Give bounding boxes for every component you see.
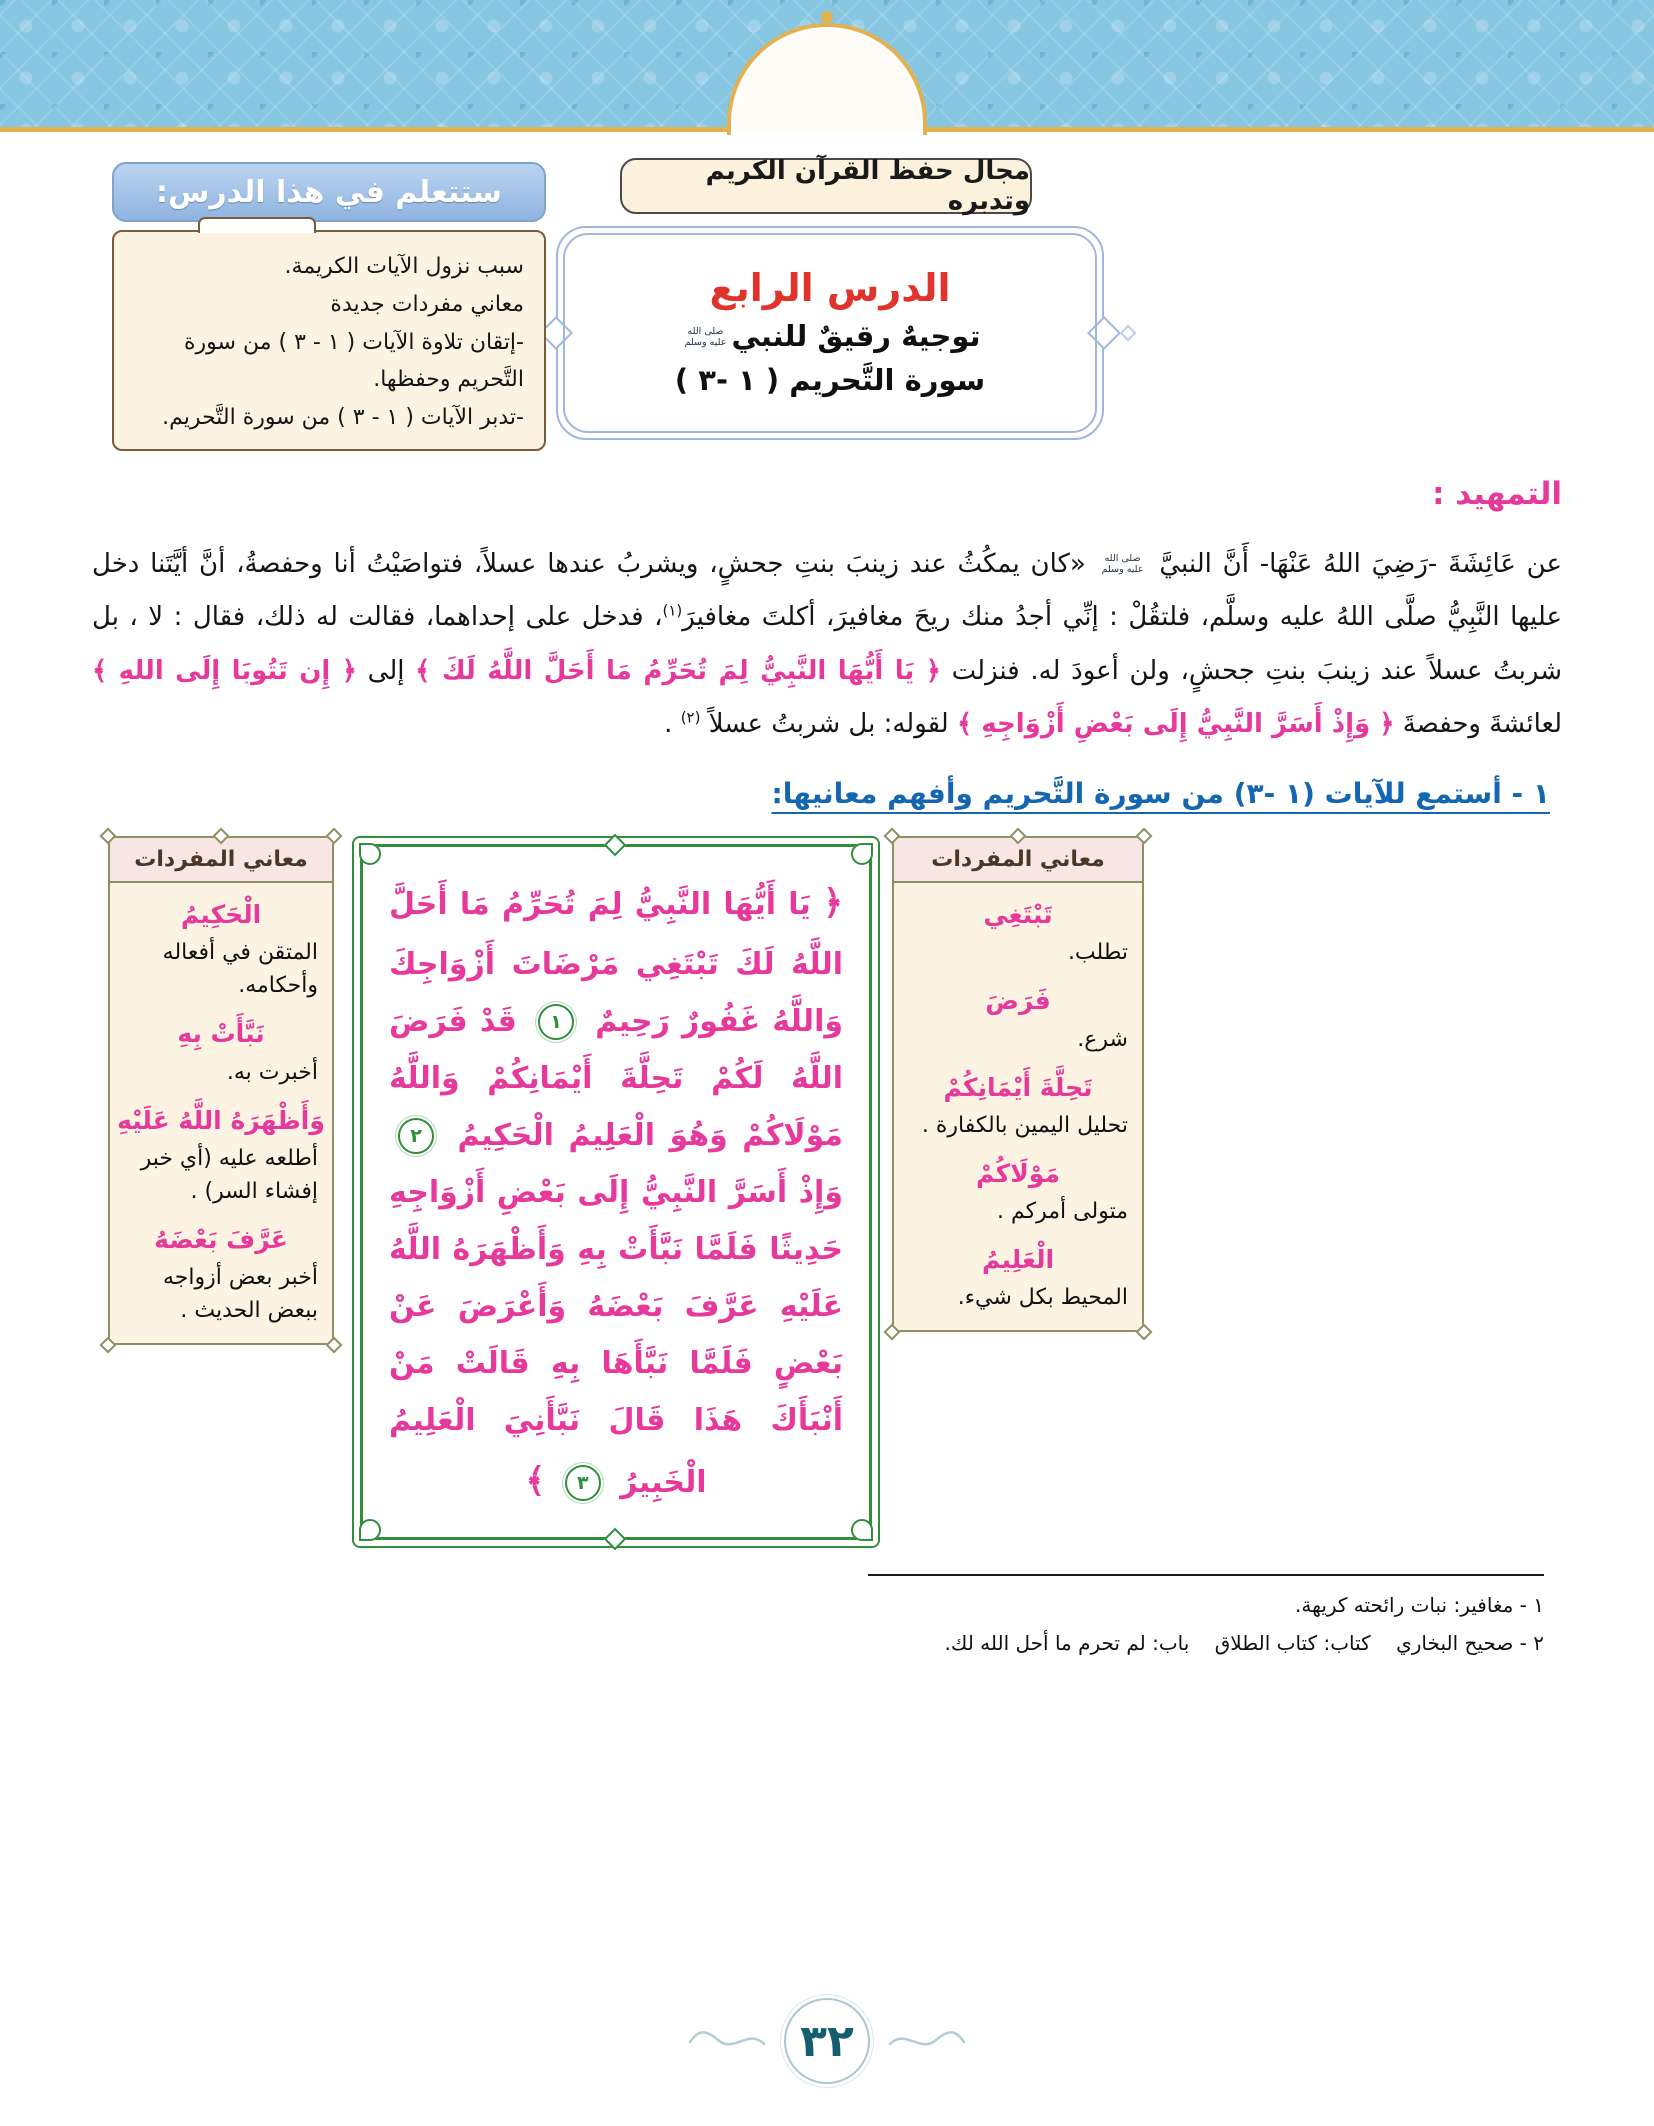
- domain-label-text: مجال حفظ القرآن الكريم وتدبره: [705, 156, 1030, 216]
- corner-ornament: [851, 843, 873, 865]
- frame-medallion-ornament: [604, 1528, 627, 1551]
- vocab-term: تَحِلَّةَ أَيْمَانِكُمْ: [943, 1072, 1093, 1102]
- decorative-top-border: [0, 0, 1654, 132]
- hadith-text: .: [664, 708, 681, 739]
- objective-item: -تدبر الآيات ( ١ - ٣ ) من سورة التَّحريم.: [162, 405, 524, 431]
- page-number-badge: [784, 1998, 870, 2084]
- quran-close-bracket: ﴾: [525, 1460, 546, 1501]
- corner-ornament: [1136, 1324, 1153, 1341]
- lesson-subtitle-text: توجيهٌ رقيقٌ للنبي: [731, 319, 981, 354]
- vocab-term: تَبْتَغِي: [983, 900, 1053, 930]
- vocabulary-and-verses-section: [110, 836, 1144, 1548]
- activity-heading: [104, 777, 1550, 810]
- corner-ornament: [100, 1337, 117, 1354]
- quran-ayah-2: قَدْ فَرَضَ اللَّهُ لَكُمْ تَحِلَّةَ أَيْمَانِكُمْ وَاللَّهُ مَوْلَاكُمْ وَهُوَ الْعَلِيمُ الْحَكِيمُ: [389, 1003, 843, 1153]
- vocab-definition: تطلب.: [1067, 940, 1128, 966]
- flourish-icon: [688, 2026, 768, 2056]
- hadith-text: عن عَائِشَةَ -رَضِيَ اللهُ عَنْهَا- أَنَّ النبيَّ: [1148, 549, 1562, 579]
- vocab-term: نَبَّأَتْ بِهِ: [177, 1019, 265, 1049]
- activity-heading-text: ١ - أستمع للآيات (١ -٣) من سورة التَّحريم وأفهم معانيها:: [771, 777, 1550, 811]
- quran-open-bracket: ﴿: [823, 883, 843, 924]
- footnote-divider: [868, 1574, 1544, 1576]
- intro-heading: التمهيد :: [1432, 476, 1562, 512]
- vocab-term: مَوْلَاكُمْ: [976, 1158, 1060, 1188]
- page-header: [0, 132, 1654, 464]
- vocab-definition: متولى أمركم .: [997, 1199, 1128, 1225]
- frame-knot-ornament: [1120, 325, 1137, 342]
- page-number: ٣٢: [800, 2015, 854, 2067]
- objective-item: -إتقان تلاوة الآيات ( ١ - ٣ ) من سورة التَّحريم وحفظها.: [184, 329, 524, 393]
- saw-symbol: صلى الله عليه وسلم: [684, 326, 727, 349]
- domain-label-box: [620, 158, 1032, 214]
- saw-symbol: صلى الله عليه وسلم: [1101, 552, 1144, 575]
- frame-medallion-ornament: [604, 834, 627, 857]
- verse-number-badge: ٣: [565, 1465, 601, 1501]
- vocab-header: معاني المفردات: [110, 838, 332, 883]
- vocab-term: وَأَظْهَرَهُ اللَّهُ عَلَيْهِ: [117, 1105, 325, 1135]
- objectives-title-box: [112, 162, 546, 222]
- corner-ornament: [359, 1519, 381, 1541]
- vocab-definition: المتقن في أفعاله وأحكامه.: [162, 940, 318, 999]
- vocab-definition: المحيط بكل شيء.: [957, 1285, 1128, 1311]
- footnote-ref: (٢): [680, 708, 701, 727]
- vocab-definition: أخبر بعض أزواجه ببعض الحديث .: [162, 1265, 318, 1324]
- objective-item: سبب نزول الآيات الكريمة.: [284, 254, 524, 279]
- vocab-box-right: [892, 836, 1144, 1332]
- vocab-header: معاني المفردات: [894, 838, 1142, 883]
- lesson-number-title: الدرس الرابع: [709, 266, 951, 311]
- corner-ornament: [326, 1337, 343, 1354]
- objectives-box-tab-ornament: [198, 217, 316, 233]
- corner-ornament: [884, 1324, 901, 1341]
- corner-ornament: [359, 843, 381, 865]
- quran-ayah-1: يَا أَيُّهَا النَّبِيُّ لِمَ تُحَرِّمُ مَا أَحَلَّ اللَّهُ لَكَ تَبْتَغِي مَرْضَاتَ أَزْوَاجِكَ وَاللَّهُ غَفُورٌ رَحِيمٌ: [389, 887, 843, 1039]
- vocab-term: الْحَكِيمُ: [180, 900, 262, 930]
- hadith-paragraph: [92, 538, 1562, 751]
- quran-frame-inner: [360, 844, 872, 1540]
- verse-number-badge: ١: [538, 1004, 574, 1040]
- arch-ornament: [727, 23, 927, 135]
- hadith-text: إلى: [357, 655, 416, 686]
- quran-quote: ﴿ إِن تَتُوبَا إِلَى اللهِ ﴾: [92, 655, 358, 686]
- hadith-text: لقوله: بل شربتُ عسلاً: [700, 708, 957, 739]
- quran-quote: ﴿ وَإِذْ أَسَرَّ النَّبِيُّ إِلَى بَعْضِ أَزْوَاجِهِ ﴾: [956, 708, 1395, 739]
- lesson-surah-range: سورة التَّحريم ( ١ -٣ ): [674, 362, 986, 397]
- verse-number-badge: ٢: [398, 1118, 434, 1154]
- vocab-definition: شرع.: [1077, 1026, 1128, 1052]
- footnotes-section: [110, 1574, 1544, 1662]
- footnote-line: ١ - مغافير: نبات رائحته كريهة.: [1295, 1593, 1544, 1618]
- flourish-icon: [886, 2026, 966, 2056]
- footnote-line: ٢ - صحيح البخاري كتاب: كتاب الطلاق باب: لم تحرم ما أحل الله لك.: [944, 1631, 1544, 1656]
- footnote-ref: (١): [662, 601, 683, 620]
- vocab-term: الْعَلِيمُ: [981, 1245, 1055, 1275]
- lesson-subtitle: [680, 319, 981, 354]
- intro-section: [92, 476, 1562, 751]
- hadith-text: ، فدخل على إحداهما، فقالت له ذلك، فقال : لا ، بل شربتُ عسلاً عند زينبَ بنتِ جحشٍ، ولن أعودَ له. فنزلت: [92, 602, 1562, 686]
- hadith-text: لعائشةَ وحفصةَ: [1394, 708, 1562, 739]
- objectives-title-text: ستتعلم في هذا الدرس:: [156, 174, 502, 210]
- corner-ornament: [851, 1519, 873, 1541]
- vocab-definition: أخبرت به.: [226, 1059, 318, 1085]
- vocab-definition: تحليل اليمين بالكفارة .: [921, 1112, 1128, 1138]
- quran-frame: [352, 836, 880, 1548]
- vocab-term: عَرَّفَ بَعْضَهُ: [154, 1224, 288, 1254]
- lesson-title-frame-inner: [563, 233, 1097, 433]
- hadith-text: «كان يمكُثُ عند زينبَ بنتِ جحشٍ، ويشربُ عندها عسلاً، فتواصَيْتُ أنا وحفصةُ، أنَّ أيَّتَنا دخل عليها النَّبِيُّ صلَّى اللهُ عليه وسلَّم، فلتقُلْ : إنِّي أجدُ منك ريحَ مغافيرَ، أكلتَ مغافيرَ: [92, 549, 1563, 633]
- vocab-box-left: [108, 836, 334, 1345]
- objective-item: معاني مفردات جديدة: [330, 291, 524, 317]
- page-footer: [0, 1998, 1654, 2084]
- quran-verses: [389, 871, 843, 1513]
- vocab-definition: أطلعه عليه (أي خبر إفشاء السر) .: [140, 1145, 318, 1204]
- quran-quote: ﴿ يَا أَيُّهَا النَّبِيُّ لِمَ تُحَرِّمُ مَا أَحَلَّ اللَّهُ لَكَ ﴾: [415, 655, 941, 686]
- lesson-title-frame: [556, 226, 1104, 440]
- vocab-term: فَرَضَ: [985, 986, 1051, 1016]
- objectives-box: [112, 230, 546, 451]
- quran-ayah-3: وَإِذْ أَسَرَّ النَّبِيُّ إِلَى بَعْضِ أَزْوَاجِهِ حَدِيثًا فَلَمَّا نَبَّأَتْ بِهِ وَأَظْهَرَهُ اللَّهُ عَلَيْهِ عَرَّفَ بَعْضَهُ وَأَعْرَضَ عَنْ بَعْضٍ فَلَمَّا نَبَّأَهَا بِهِ قَالَتْ مَنْ أَنْبَأَكَ هَذَا قَالَ نَبَّأَنِيَ الْعَلِيمُ الْخَبِيرُ: [389, 1174, 843, 1500]
